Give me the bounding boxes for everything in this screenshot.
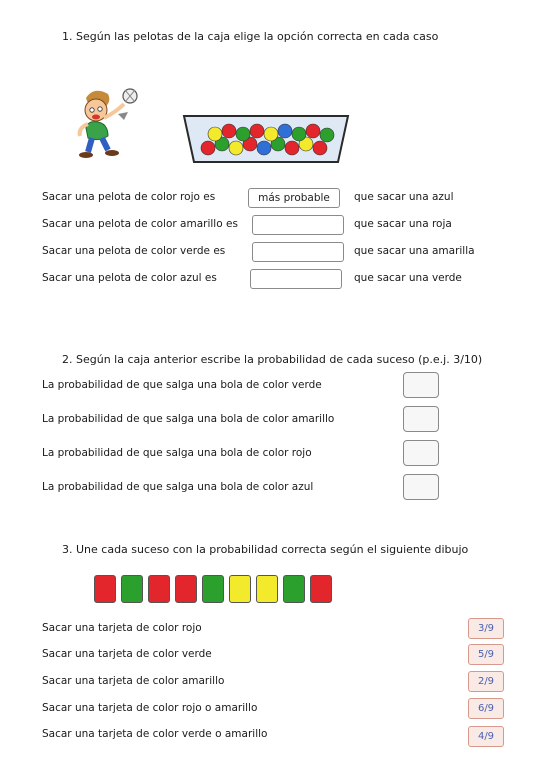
s3-option-1[interactable]: 3/9 [468, 618, 504, 639]
s3-option-5[interactable]: 4/9 [468, 726, 504, 747]
card-4 [175, 575, 197, 603]
s3-event-1: Sacar una tarjeta de color rojo [42, 622, 202, 634]
s3-event-4: Sacar una tarjeta de color rojo o amarillo [42, 702, 258, 714]
card-9 [310, 575, 332, 603]
s1-row-4-right: que sacar una verde [354, 272, 462, 284]
s1-answer-3[interactable] [252, 242, 344, 262]
s1-answer-2[interactable] [252, 215, 344, 235]
s1-row-3-right: que sacar una amarilla [354, 245, 475, 257]
s1-row-4-left: Sacar una pelota de color azul es [42, 272, 217, 284]
card-2 [121, 575, 143, 603]
card-6 [229, 575, 251, 603]
card-8 [283, 575, 305, 603]
s3-event-5: Sacar una tarjeta de color verde o amarillo [42, 728, 268, 740]
question-3-title: 3. Une cada suceso con la probabilidad correcta según el siguiente dibujo [62, 543, 469, 556]
ball-box-illustration [180, 104, 352, 168]
s2-row-1: La probabilidad de que salga una bola de color verde [42, 379, 322, 391]
s1-row-2-right: que sacar una roja [354, 218, 452, 230]
s1-row-3-left: Sacar una pelota de color verde es [42, 245, 226, 257]
s2-row-2: La probabilidad de que salga una bola de color amarillo [42, 413, 335, 425]
card-5 [202, 575, 224, 603]
s1-row-1-right: que sacar una azul [354, 191, 454, 203]
card-3 [148, 575, 170, 603]
s1-answer-1[interactable]: más probable [248, 188, 340, 208]
card-7 [256, 575, 278, 603]
s2-answer-2[interactable] [403, 406, 439, 432]
card-1 [94, 575, 116, 603]
s3-option-3[interactable]: 2/9 [468, 671, 504, 692]
s3-event-3: Sacar una tarjeta de color amarillo [42, 675, 225, 687]
s2-row-4: La probabilidad de que salga una bola de color azul [42, 481, 314, 493]
question-1-title: 1. Según las pelotas de la caja elige la opción correcta en cada caso [62, 30, 439, 43]
s2-answer-4[interactable] [403, 474, 439, 500]
s2-answer-3[interactable] [403, 440, 439, 466]
s3-option-2[interactable]: 5/9 [468, 644, 504, 665]
s1-row-2-left: Sacar una pelota de color amarillo es [42, 218, 238, 230]
s1-answer-4[interactable] [250, 269, 342, 289]
boy-juggling-illustration [68, 82, 150, 162]
s2-answer-1[interactable] [403, 372, 439, 398]
question-2-title: 2. Según la caja anterior escribe la probabilidad de cada suceso (p.e.j. 3/10) [62, 353, 483, 366]
s2-row-3: La probabilidad de que salga una bola de color rojo [42, 447, 312, 459]
s3-option-4[interactable]: 6/9 [468, 698, 504, 719]
s1-row-1-left: Sacar una pelota de color rojo es [42, 191, 216, 203]
s3-event-2: Sacar una tarjeta de color verde [42, 648, 212, 660]
